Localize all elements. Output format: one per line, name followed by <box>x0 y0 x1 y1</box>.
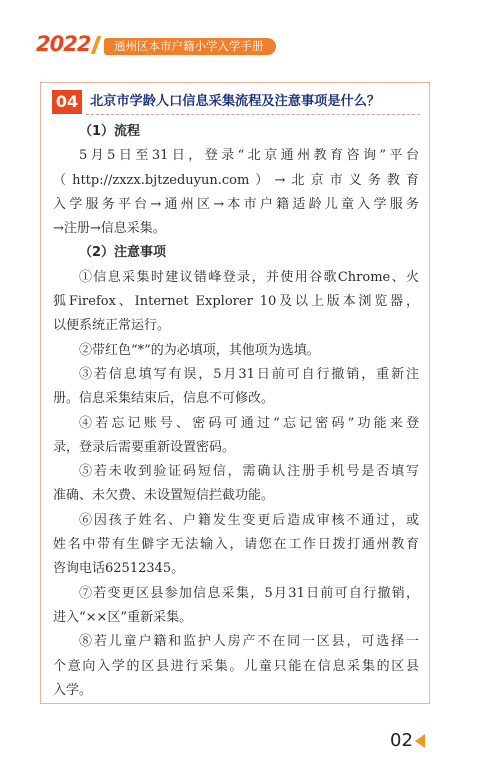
manual-title-tag: 通州区本市户籍小学入学手册 <box>104 38 276 55</box>
paragraph-line: ④若忘记账号、密码可通过“忘记密码”功能来登 <box>79 415 419 431</box>
answer-body <box>53 120 419 703</box>
question-number-badge: 04 <box>52 90 82 114</box>
paragraph-line: 姓名中带有生僻字无法输入，请您在工作日拨打通州教育 <box>53 537 419 553</box>
paragraph-line: 录，登录后需要重新设置密码。 <box>53 439 236 455</box>
paragraph-line: ⑥因孩子姓名、户籍发生变更后造成审核不通过，或 <box>79 512 419 528</box>
paragraph-line: ③若信息填写有误，5月31日前可自行撤销，重新注 <box>79 366 419 382</box>
year-logo: 2022 <box>36 32 91 56</box>
paragraph-line: 咨询电话62512345。 <box>53 561 185 577</box>
paragraph-line: ⑧若儿童户籍和监护人房产不在同一区县，可选择一 <box>79 634 419 650</box>
section-heading-process: （1）流程 <box>79 124 141 139</box>
paragraph-line: 进入“××区”重新采集。 <box>53 609 193 625</box>
paragraph-line: （http://zxzx.bjtzeduyun.com）→北京市义务教育 <box>53 172 419 188</box>
heading-underline <box>86 114 420 115</box>
paragraph-line: ①信息采集时建议错峰登录，并使用谷歌Chrome、火 <box>79 269 419 285</box>
question-heading <box>52 90 424 114</box>
paragraph-line: →注册→信息采集。 <box>53 221 166 237</box>
paragraph-line: 入学。 <box>53 682 93 698</box>
paragraph-line: 准确、未欠费、未设置短信拦截功能。 <box>53 488 275 504</box>
paragraph-line: 册。信息采集结束后，信息不可修改。 <box>53 391 275 407</box>
manual-header <box>36 34 276 58</box>
paragraph-line: 入学服务平台→通州区→本市户籍适龄儿童入学服务 <box>53 196 419 212</box>
paragraph-line: ⑤若未收到验证码短信，需确认注册手机号是否填写 <box>79 464 419 480</box>
paragraph-line: 个意向入学的区县进行采集。儿童只能在信息采集的区县 <box>53 658 419 674</box>
year-slash-decoration <box>91 36 102 54</box>
paragraph-line: 以便系统正常运行。 <box>53 318 171 334</box>
question-title: 北京市学龄人口信息采集流程及注意事项是什么？ <box>90 94 381 109</box>
section-heading-notes: （2）注意事项 <box>79 245 167 261</box>
paragraph-line: ②带红色“*”的为必填项，其他项为选填。 <box>79 342 320 358</box>
paragraph-line: 狐Firefox、Internet Explorer 10及以上版本浏览器， <box>53 294 419 310</box>
page-number: 02 <box>390 730 413 751</box>
page-arrow-icon <box>415 734 425 748</box>
paragraph-line: ⑦若变更区县参加信息采集，5月31日前可自行撤销， <box>79 585 419 601</box>
paragraph-line: 5月5日至31日，登录“北京通州教育咨询”平台 <box>79 148 419 164</box>
